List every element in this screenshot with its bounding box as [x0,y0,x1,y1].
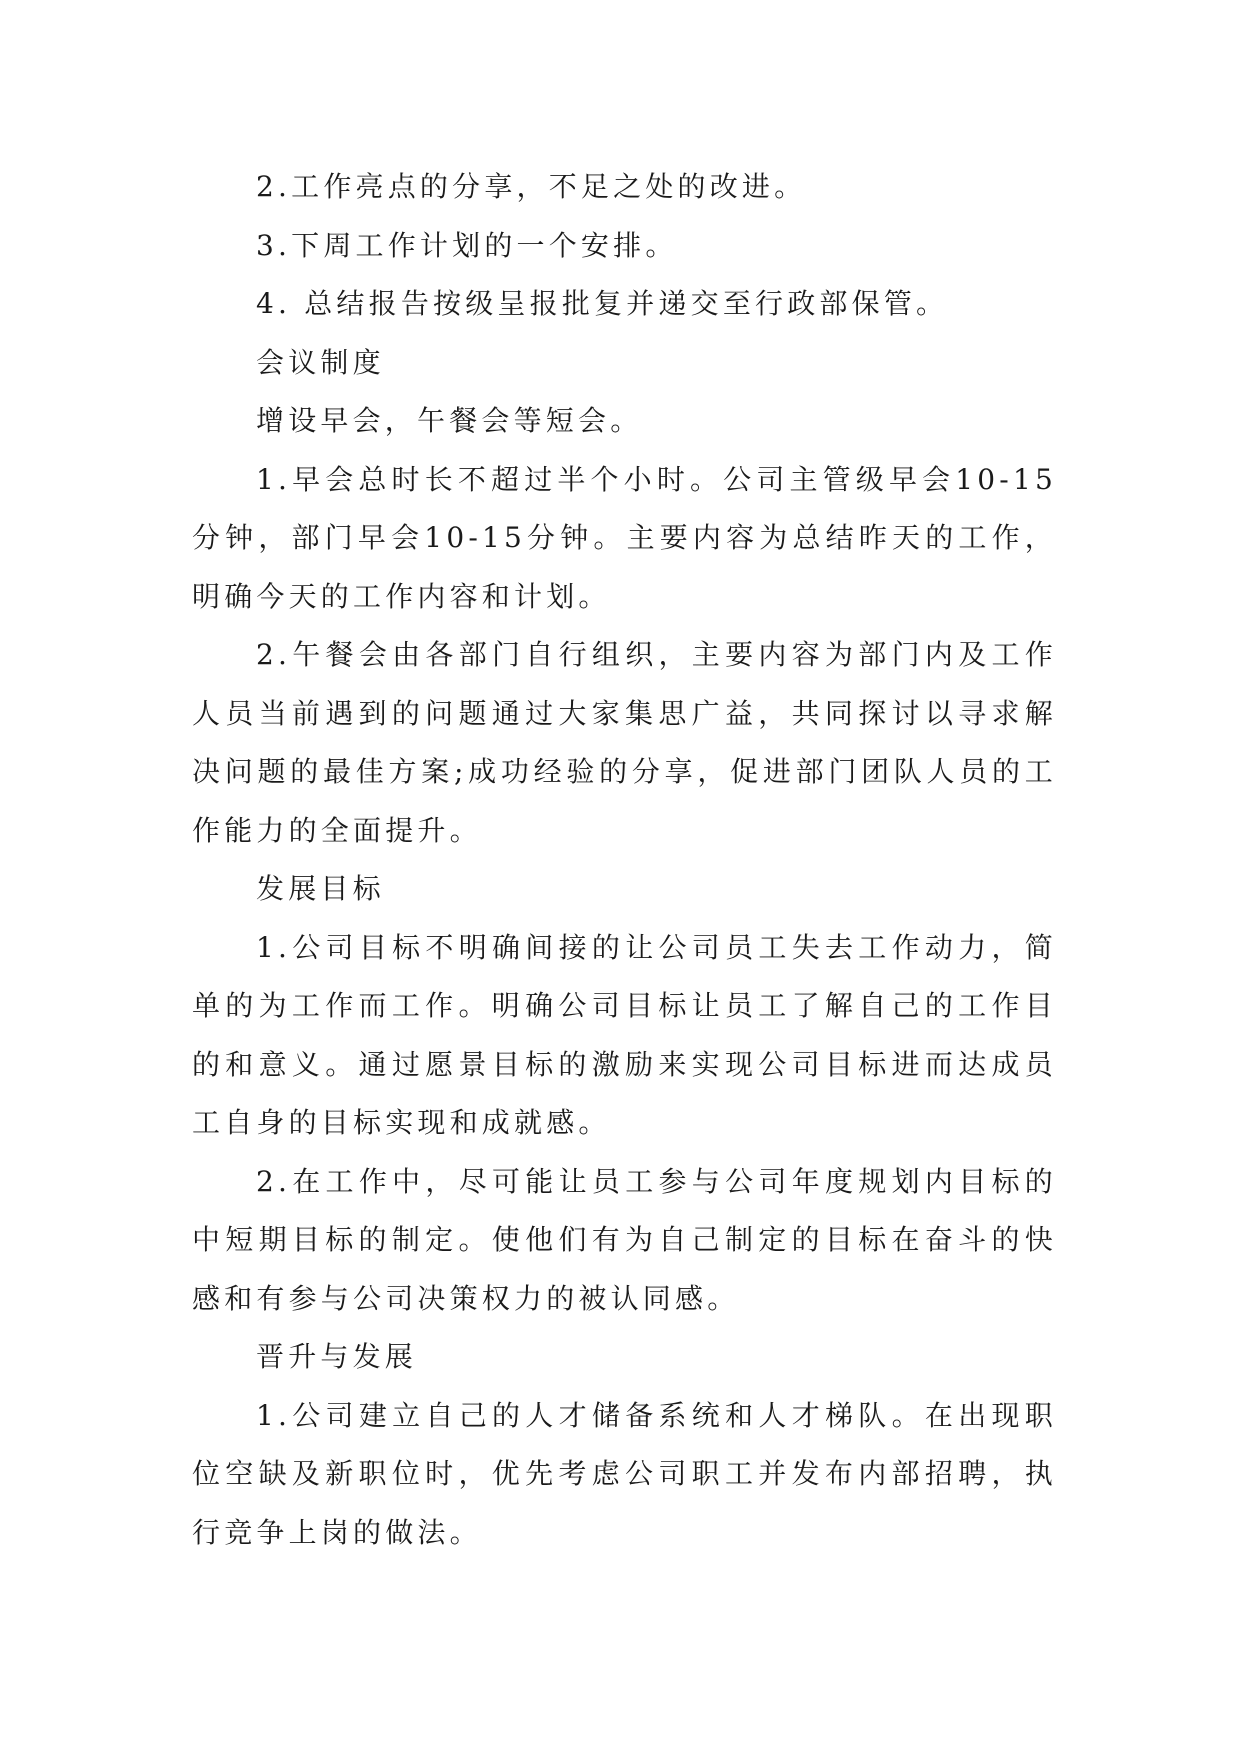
paragraph-company-goals: 1.公司目标不明确间接的让公司员工失去工作动力，简单的为工作而工作。明确公司目标让员工了解自己的工作目的和意义。通过愿景目标的激励来实现公司目标进而达成员工自身的目标实现和成就感。 [192,930,1057,1139]
section-heading-meeting-system: 会议制度 [256,345,385,379]
paragraph-item-2: 2.工作亮点的分享，不足之处的改进。 [256,170,807,203]
paragraph-item-4: 4. 总结报告按级呈报批复并递交至行政部保管。 [256,287,949,320]
paragraph-employee-participation: 2.在工作中，尽可能让员工参与公司年度规划内目标的中短期目标的制定。使他们有为自己制定的目标在奋斗的快感和有参与公司决策权力的被认同感。 [192,1164,1057,1315]
section-heading-promotion: 晋升与发展 [256,1340,418,1373]
paragraph-morning-meeting: 1.早会总时长不超过半个小时。公司主管级早会10-15分钟，部门早会10-15分钟。主要内容为总结昨天的工作，明确今天的工作内容和计划。 [192,462,1057,613]
paragraph-talent-reserve: 1.公司建立自己的人才储备系统和人才梯队。在出现职位空缺及新职位时，优先考虑公司职工并发布内部招聘，执行竞争上岗的做法。 [192,1398,1057,1549]
paragraph-lunch-meeting: 2.午餐会由各部门自行组织，主要内容为部门内及工作人员当前遇到的问题通过大家集思广益，共同探讨以寻求解决问题的最佳方案;成功经验的分享，促进部门团队人员的工作能力的全面提升。 [192,638,1057,847]
paragraph-short-meetings: 增设早会，午餐会等短会。 [256,404,643,437]
section-heading-development-goals: 发展目标 [256,872,385,905]
document-body [192,158,1057,1562]
paragraph-item-3: 3.下周工作计划的一个安排。 [256,228,678,262]
